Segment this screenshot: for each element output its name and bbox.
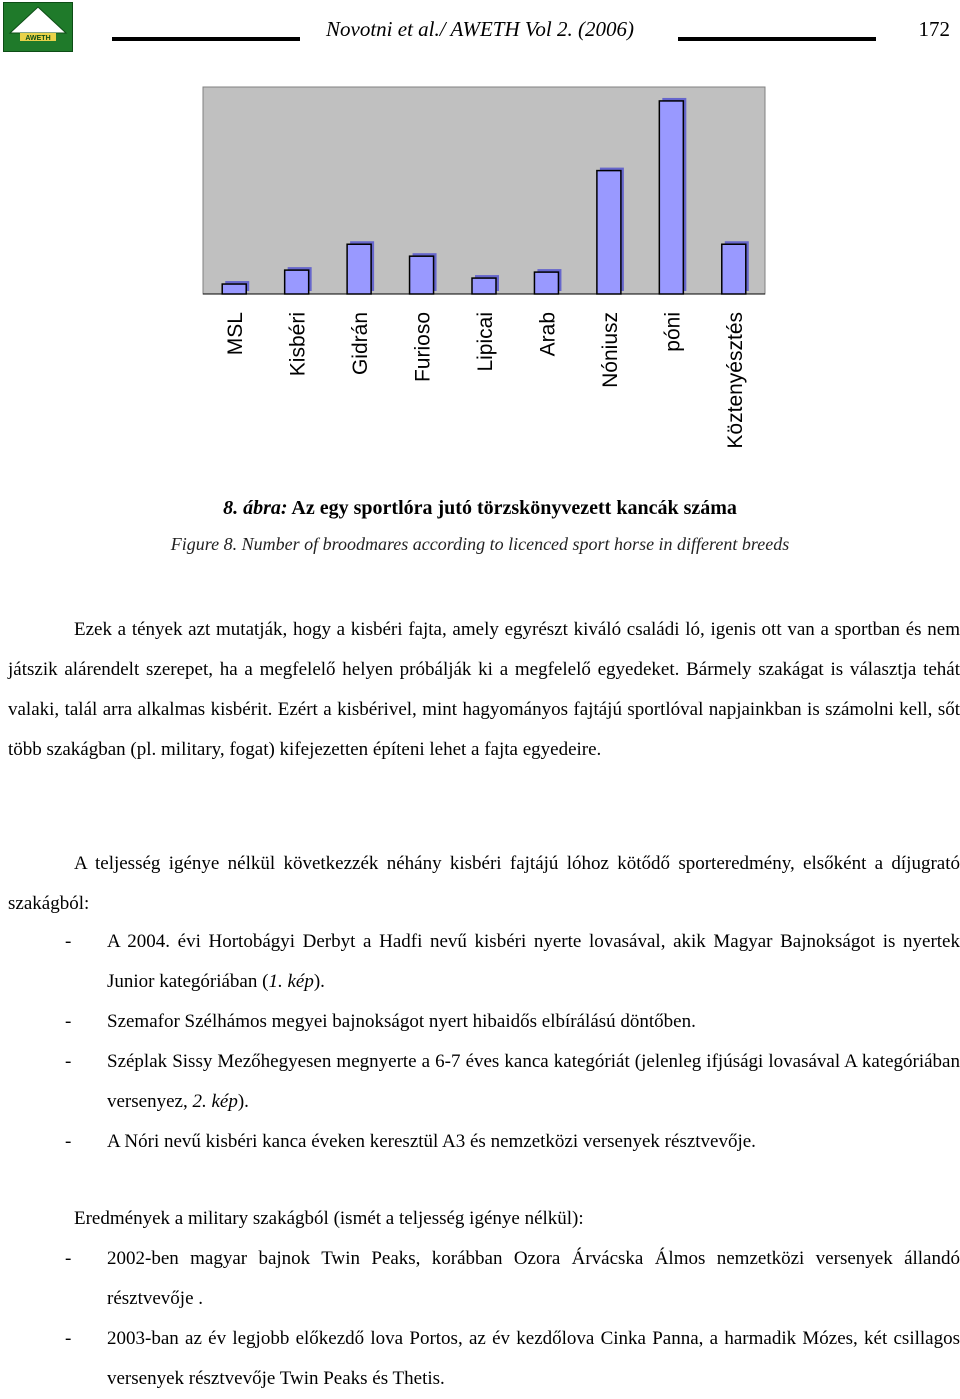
bar-chart <box>0 0 960 470</box>
list-item-text: 2003-ban az év legjobb előkezdő lova Portos, az év kezdőlova Cinka Panna, a harmadik Mózes, két csillagos versenyek résztvevője Twin Peaks és Thetis. <box>107 1328 960 1389</box>
bar <box>410 256 434 294</box>
list-dash: - <box>65 1248 72 1269</box>
list-dash: - <box>65 1011 72 1032</box>
x-tick-label: póni <box>661 312 685 352</box>
paragraph-3: Eredmények a military szakágból (ismét a teljesség igénye nélkül): <box>74 1208 584 1229</box>
paragraph-2: A teljesség igénye nélkül következzék néhány kisbéri fajtájú lóhoz kötődő sporteredmény, elsőként a díjugrató szakágból: <box>8 853 960 914</box>
x-tick-label: Lipicai <box>474 312 497 372</box>
list-item-text-end: ). <box>313 971 325 992</box>
list-item-text: Szemafor Szélhámos megyei bajnokságot nyert hibaidős elbírálású döntőben. <box>107 1011 696 1032</box>
list-item-text: A 2004. évi Hortobágyi Derbyt a Hadfi nevű kisbéri nyerte lovasával, akik Magyar Bajnokságot is nyertek Junior kategóriában ( <box>107 931 960 992</box>
bar <box>534 272 558 294</box>
bar <box>222 284 246 294</box>
x-tick-label: Köztenyésztés <box>723 312 747 449</box>
bar <box>722 244 746 294</box>
list-item <box>8 1122 960 1162</box>
list-item <box>8 922 960 1002</box>
bar <box>597 171 621 294</box>
x-tick-label: Nóniusz <box>598 312 622 388</box>
x-tick-label: Furioso <box>411 312 435 383</box>
page-number: 172 <box>918 17 950 41</box>
x-tick-label: Kisbéri <box>286 312 310 377</box>
figure-caption-english: Figure 8. Number of broodmares according to licenced sport horse in different breeds <box>170 534 790 554</box>
figure-number: 8. ábra: <box>223 497 288 519</box>
figure-caption-hungarian <box>0 497 960 520</box>
running-title: Novotni et al./ AWETH Vol 2. (2006) <box>326 17 634 41</box>
image-reference: 2. kép <box>192 1091 238 1112</box>
x-tick-label: Arab <box>536 312 560 357</box>
list-item-text: A Nóri nevű kisbéri kanca éveken keresztül A3 és nemzetközi versenyek résztvevője. <box>107 1131 756 1152</box>
list-dash: - <box>65 1131 72 1152</box>
list-item <box>8 1319 960 1399</box>
list-dash: - <box>65 1328 72 1349</box>
list-item-text-end: ). <box>237 1091 249 1112</box>
list-item <box>8 1002 960 1042</box>
showjumping-results-list <box>8 922 960 1162</box>
list-item-text: 2002-ben magyar bajnok Twin Peaks, korábban Ozora Árvácska Álmos nemzetközi versenyek állandó résztvevője . <box>107 1248 960 1309</box>
bar <box>285 270 309 294</box>
list-item <box>8 1239 960 1319</box>
bar <box>659 101 683 294</box>
bar-chart-svg <box>0 0 960 470</box>
image-reference: 1. kép <box>268 971 314 992</box>
bar <box>472 278 496 294</box>
list-item-text: Széplak Sissy Mezőhegyesen megnyerte a 6-7 éves kanca kategóriát (jelenleg ifjúsági lovasával A kategóriában versenyez, <box>107 1051 960 1112</box>
x-tick-label: Gidrán <box>349 312 373 376</box>
figure-caption-text: Az egy sportlóra jutó törzskönyvezett kancák száma <box>287 497 737 519</box>
list-item <box>8 1042 960 1122</box>
logo-text: AWETH <box>25 35 51 42</box>
list-dash: - <box>65 931 72 952</box>
x-tick-label: MSL <box>224 312 248 356</box>
bar <box>347 244 371 294</box>
paragraph-1: Ezek a tények azt mutatják, hogy a kisbéri fajta, amely egyrészt kiváló családi ló, igenis ott van a sportban és nem játszik alárendelt szerepet, ha a megfelelő helyen próbálják ki a megfelelő egyedeket. Bármely szakágat is választja tehát valaki, talál arra alkalmas kisbérit. Ezért a kisbérivel, mint hagyományos fajtájú sportlóval napjainkban is számolni kell, sőt több szakágban (pl. military, fogat) kifejezetten építeni lehet a fajta egyedeire. <box>8 619 960 760</box>
list-dash: - <box>65 1051 72 1072</box>
military-results-list <box>8 1239 960 1399</box>
